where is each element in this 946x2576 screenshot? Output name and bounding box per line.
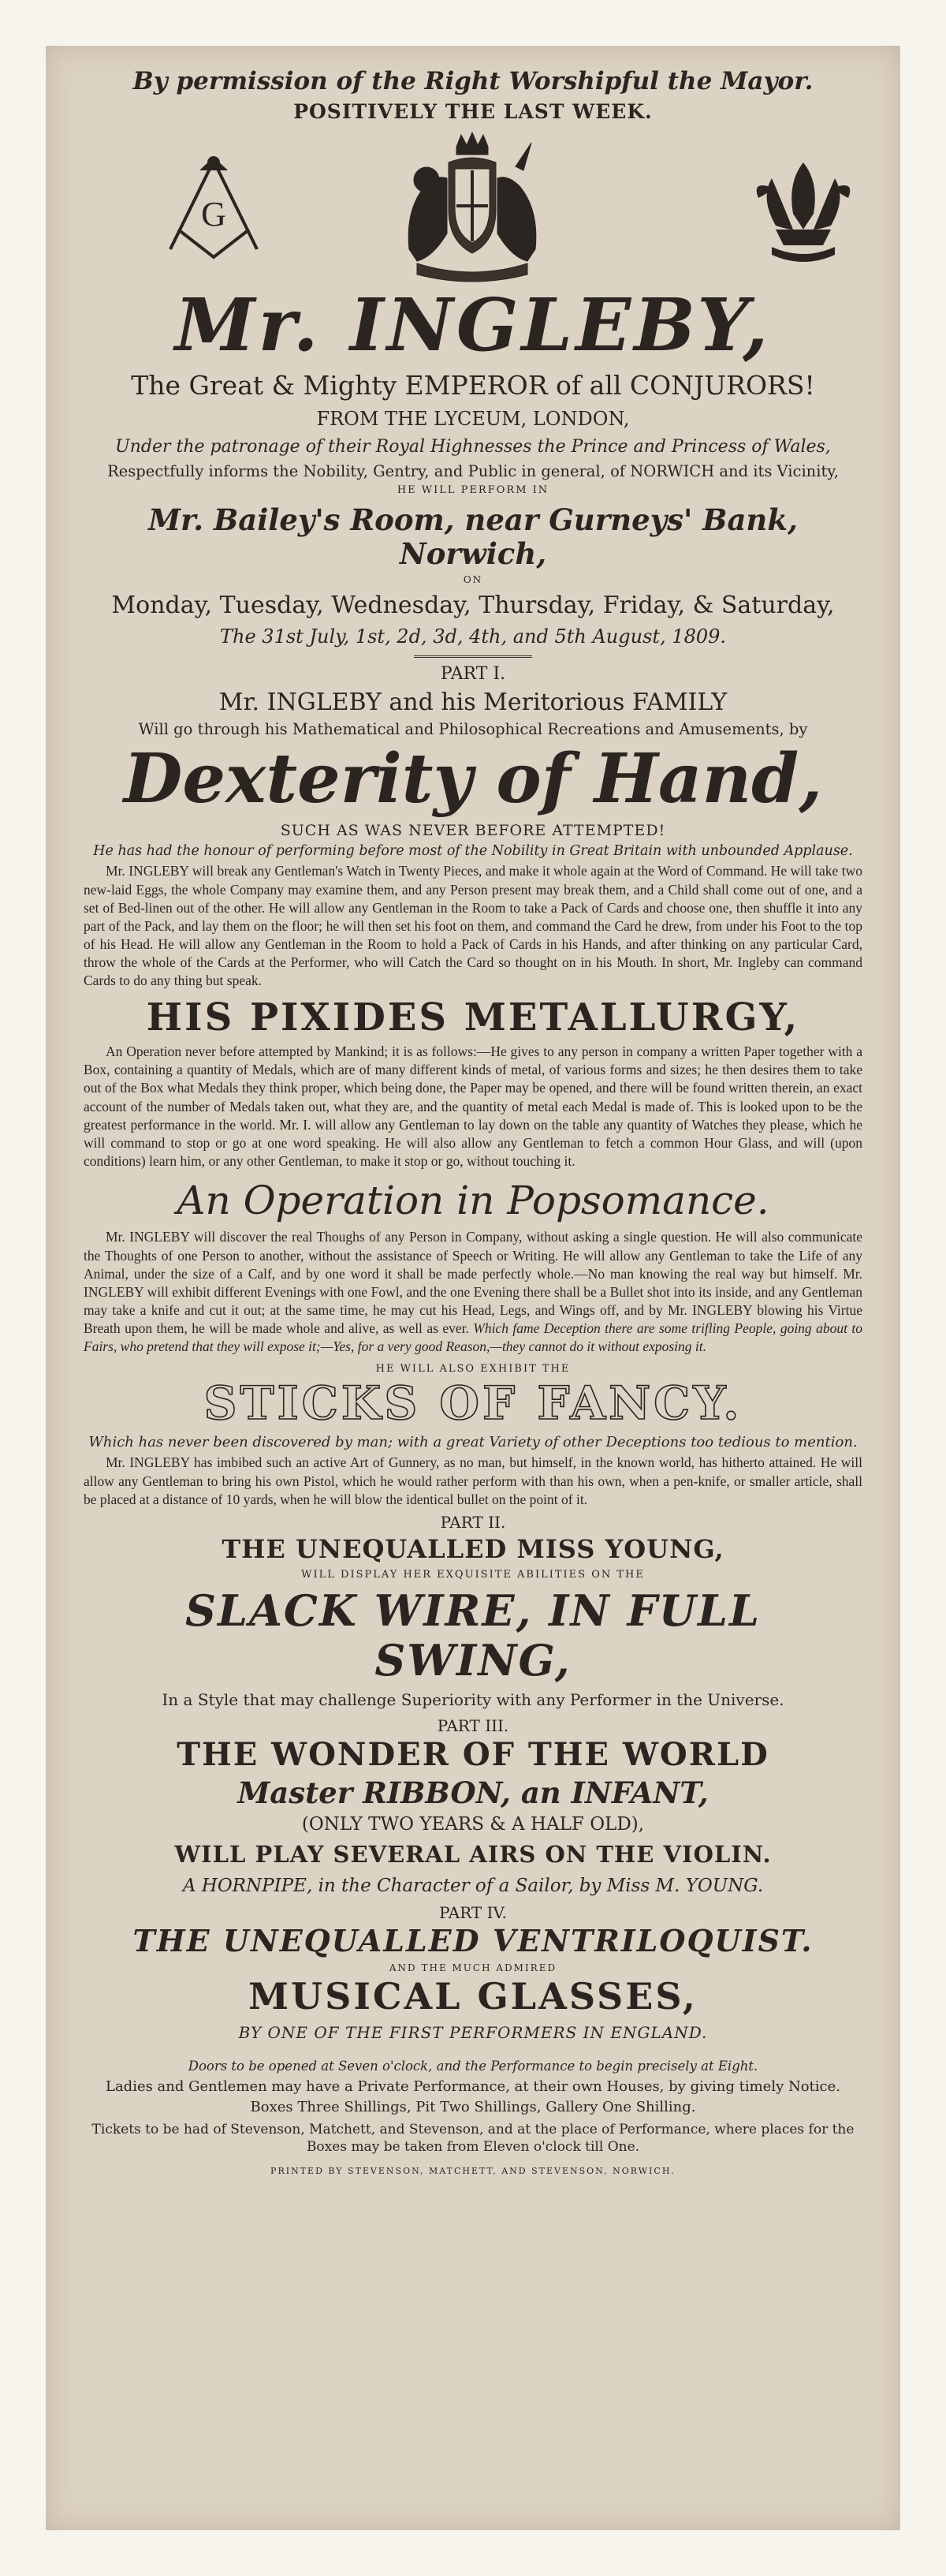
part4-heading: PART IV. — [439, 1903, 507, 1923]
dexterity-heading: Dexterity of Hand, — [123, 738, 823, 819]
private-performance-line: Ladies and Gentlemen may have a Private Performance, at their own Houses, by giving timely Notice. — [105, 2078, 841, 2095]
part1-paragraph: Mr. INGLEBY will break any Gentleman's Watch in Twenty Pieces, and make it whole again at the Word of Command. He will take two new-laid Eggs, the whole Company may examine them, and any Person present may break them, and a Child shall come out of one, and a set of Bed-linen out of the other. He will allow any Gentleman in the Room to take a Pack of Cards and choose one, then shuffle it into any part of the Pack, and lay them on the floor; he will then set his foot on them, and command the Card he drew, from under his Foot to the top of his Head. He will allow any Gentleman in the Room to hold a Pack of Cards in his Hands, and after thinking on any particular Card, throw the whole of the Cards at the Performer, who will Catch the Card so thought on in his Mouth. In short, Mr. Ingleby can command Cards to do any thing but speak. — [84, 863, 862, 988]
tickets-line: Tickets to be had of Stevenson, Matchett, and Stevenson, and at the place of Performance, where places for the Boxes may be taken from Eleven o'clock till One. — [91, 2122, 855, 2156]
sticks-italic-line: Which has never been discovered by man; with a great Variety of other Deceptions too tedious to mention. — [88, 1433, 858, 1450]
days-line: Monday, Tuesday, Wednesday, Thursday, Friday, & Saturday, — [111, 592, 835, 620]
wonder-line: THE WONDER OF THE WORLD — [177, 1735, 769, 1773]
family-line: Mr. INGLEBY and his Meritorious FAMILY — [218, 688, 728, 716]
sticks-heading: STICKS OF FANCY. — [203, 1376, 743, 1431]
perform-in-line: HE WILL PERFORM IN — [397, 484, 549, 497]
masonic-square-compass-icon — [155, 155, 273, 265]
playbill — [46, 46, 900, 2530]
doors-line: Doors to be opened at Seven o'clock, and the Performance to begin precisely at Eight. — [188, 2058, 758, 2074]
emblem-row — [84, 131, 862, 289]
master-ribbon-line: Master RIBBON, an INFANT, — [237, 1775, 709, 1810]
part1-heading: PART I. — [440, 664, 506, 685]
last-week-line: POSITIVELY THE LAST WEEK. — [293, 99, 653, 123]
popsomance-text: Mr. INGLEBY will discover the real Thoughs of any Person in Company, without asking a single question. He will also communicate the Thoughts of one Person to another, without the assistance of Speech or Writing. He will allow any Gentleman to take the Life of any Animal, under the size of a Calf, and by one word it shall be made perfectly whole.—No man knowing the real way but himself. Mr. INGLEBY will exhibit different Evenings with one Fowl, and the one Evening there shall be a Bullet shot into its inside, and any Gentleman may take a knife and cut it out; at the same time, he may cut his Head, Legs, and Wings off, and by Mr. INGLEBY blowing his Virtue Breath upon them, he will be made whole and alive, as well as ever. — [84, 1229, 862, 1336]
pixides-heading: HIS PIXIDES METALLURGY, — [146, 995, 800, 1040]
on-line: ON — [463, 574, 483, 586]
popsomance-italic-text: Which fame Deception there are some trifling People, going about to Fairs, who pretend that they will expose it;—Yes, for a very good Reason,—they cannot do it without exposing it. — [84, 1320, 862, 1354]
royal-coat-of-arms-icon — [393, 131, 551, 289]
also-exhibit-line: HE WILL ALSO EXHIBIT THE — [375, 1363, 571, 1376]
violin-line: WILL PLAY SEVERAL AIRS ON THE VIOLIN. — [174, 1840, 772, 1868]
prince-of-wales-feathers-icon — [744, 151, 862, 269]
popsomance-heading: An Operation in Popsomance. — [177, 1177, 769, 1223]
honour-line: He has had the honour of performing before most of the Nobility in Great Britain with unbounded Applause. — [93, 843, 853, 860]
miss-young-line: THE UNEQUALLED MISS YOUNG, — [222, 1533, 724, 1564]
prices-line: Boxes Three Shillings, Pit Two Shillings, Gallery One Shilling. — [250, 2099, 696, 2116]
gunnery-paragraph: Mr. INGLEBY has imbibed such an active Art of Gunnery, as no man, but himself, in the known world, has hitherto attained. He will allow any Gentleman to bring his own Pistol, which he would rather perform with than his own, when a pen-knife, or smaller article, shall be placed at a distance of 10 yards, when he will blow the identical bullet on the point of it. — [84, 1454, 862, 1507]
masonic-letter: G — [201, 195, 226, 234]
dates-line: The 31st July, 1st, 2d, 3d, 4th, and 5th August, 1809. — [220, 625, 726, 648]
lyceum-line: FROM THE LYCEUM, LONDON, — [316, 408, 630, 431]
much-admired-line: AND THE MUCH ADMIRED — [389, 1962, 557, 1974]
recreations-line: Will go through his Mathematical and Philosophical Recreations and Amusements, by — [138, 720, 808, 739]
challenge-line: In a Style that may challenge Superiority with any Performer in the Universe. — [162, 1689, 784, 1709]
part3-heading: PART III. — [437, 1715, 509, 1735]
popsomance-paragraph — [84, 1228, 862, 1356]
slack-wire-heading: SLACK WIRE, IN FULL SWING, — [185, 1585, 761, 1686]
printer-line: PRINTED BY STEVENSON, MATCHETT, AND STEVENSON, NORWICH. — [270, 2166, 676, 2177]
musical-glasses-heading: MUSICAL GLASSES, — [248, 1974, 698, 2018]
permission-line: By permission of the Right Worshipful the Mayor. — [132, 67, 814, 95]
hornpipe-line: A HORNPIPE, in the Character of a Sailor, by Miss M. YOUNG. — [182, 1875, 764, 1896]
patronage-line: Under the patronage of their Royal Highnesses the Prince and Princess of Wales, — [115, 436, 831, 457]
first-performers-line: BY ONE OF THE FIRST PERFORMERS IN ENGLAND. — [238, 2022, 708, 2042]
performer-name: Mr. INGLEBY, — [174, 282, 772, 368]
divider — [414, 655, 532, 658]
emperor-subtitle: The Great & Mighty EMPEROR of all CONJURORS! — [131, 370, 815, 401]
ventriloquist-line: THE UNEQUALLED VENTRILOQUIST. — [132, 1923, 814, 1959]
never-attempted-line: SUCH AS WAS NEVER BEFORE ATTEMPTED! — [280, 822, 666, 840]
part2-heading: PART II. — [440, 1512, 506, 1532]
pixides-paragraph: An Operation never before attempted by Mankind; it is as follows:—He gives to any person in company a written Paper together with a Box, containing a quantity of Medals, which are of many different kinds of metal, of various forms and sizes; he then desires them to take out of the Box what Medals they think proper, which being done, the Paper may be opened, and there will be found written therein, an exact account of the number of Medals taken out, what they are, and the quantity of metal each Medal is made of. This is looked upon to be the greatest performance in the world. Mr. I. will allow any Gentleman to lay down on the table any quantity of Watches they please, which he will command to stop or go at one word speaking. He will also allow any Gentleman to fetch a common Hour Glass, and will (upon conditions) learn him, or any other Gentleman, to make it stop or go, without touching it. — [84, 1043, 862, 1169]
venue-line: Mr. Bailey's Room, near Gurneys' Bank, Norwich, — [148, 502, 798, 571]
age-line: (ONLY TWO YEARS & A HALF OLD), — [301, 1814, 645, 1835]
display-abilities-line: WILL DISPLAY HER EXQUISITE ABILITIES ON THE — [301, 1569, 645, 1581]
informs-line: Respectfully informs the Nobility, Gentry, and Public in general, of NORWICH and its Vicinity, — [107, 462, 839, 481]
